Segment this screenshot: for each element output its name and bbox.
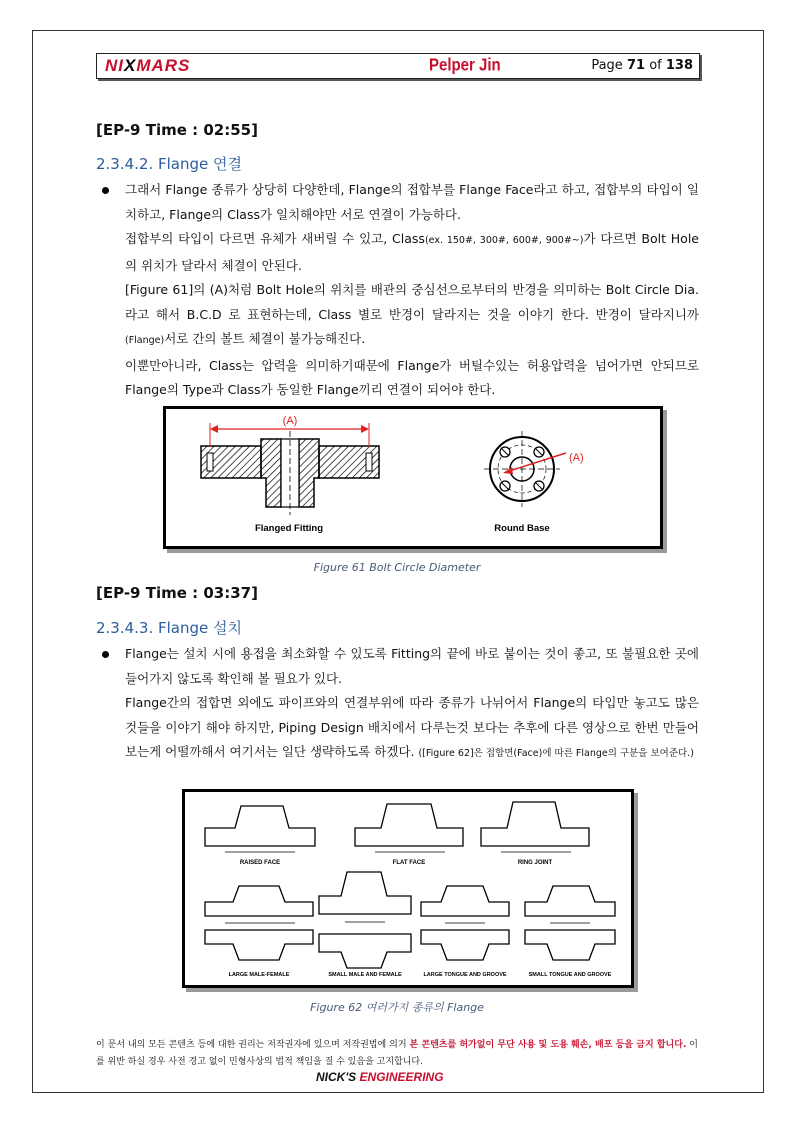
label-small-male-female: SMALL MALE AND FEMALE xyxy=(328,972,402,978)
episode-time-heading: [EP-9 Time : 03:37] xyxy=(96,584,258,602)
paragraph: 이뿐만아니라, Class는 압력을 의미하기때문에 Flange가 버틸수있는 허용압력을 넘어가면 안되므로 Flange의 Type과 Class가 동일한 Flange끼리 연결이 되어야 한다. xyxy=(125,357,699,397)
page-number: Page 71 of 138 xyxy=(591,58,693,73)
paragraph: 그래서 Flange 종류가 상당히 다양한데, Flange의 접합부를 Flange Face라고 하고, 접합부의 타입이 일치하고, Flange의 Class가 일치해야만 서로 연결이 가능하다. xyxy=(125,182,699,222)
nixmars-logo: NIXMARS xyxy=(105,56,191,75)
author-name: Pelper Jin xyxy=(429,55,501,76)
figure-62-flange-types xyxy=(182,789,634,988)
label-small-tongue-groove: SMALL TONGUE AND GROOVE xyxy=(528,972,612,978)
paragraph: Flange는 설치 시에 용접을 최소화할 수 있도록 Fitting의 끝에 바로 붙이는 것이 좋고, 또 불필요한 곳에 들어가지 않도록 확인해 볼 필요가 있다. xyxy=(125,646,699,686)
figure-61-bolt-circle xyxy=(163,406,663,549)
label-large-male-female: LARGE MALE-FEMALE xyxy=(228,972,290,978)
section-title: 2.3.4.2. Flange 연결 xyxy=(96,155,243,173)
episode-time-heading: [EP-9 Time : 02:55] xyxy=(96,121,258,139)
figure-caption: Figure 62 여러가지 종류의 Flange xyxy=(310,1001,484,1014)
figure-caption: Figure 61 Bolt Circle Diameter xyxy=(313,561,481,574)
section-body xyxy=(125,178,699,403)
paragraph: Flange간의 접합면 외에도 파이프와의 연결부위에 따라 종류가 나뉘어서 Flange의 타입만 놓고도 많은 것들을 이야기 해야 하지만, Piping Design 배치에서 다루는것 보다는 추후에 다른 영상으로 한번 만들어보는게 어떨까해서 여기서는 일단 생략하도록 하겠다. ([Figure 62]은 접합면(Face)에 따른 Flange의 구분을 보여준다.) xyxy=(125,695,699,759)
figure-61-drawing xyxy=(166,409,660,546)
section-title: 2.3.4.3. Flange 설치 xyxy=(96,619,243,637)
paragraph: [Figure 61]의 (A)처럼 Bolt Hole의 위치를 배관의 중심선으로부터의 반경을 의미하는 Bolt Circle Dia.라고 해서 B.C.D 로 표현하는데, Class 별로 반경이 달라지는 것을 이야기 한다. 반경이 달라지니까 (Flange)서로 간의 볼트 체결이 불가능해진다. xyxy=(125,282,699,346)
label-flat-face: FLAT FACE xyxy=(392,860,426,866)
bullet-icon xyxy=(102,651,109,658)
label-round-base: Round Base xyxy=(494,523,550,534)
label-a-left: (A) xyxy=(282,415,298,427)
label-raised-face: RAISED FACE xyxy=(239,860,281,866)
label-a-right: (A) xyxy=(569,452,584,464)
page-header xyxy=(96,53,700,79)
bullet-icon xyxy=(102,187,109,194)
paragraph: 접합부의 타입이 다르면 유체가 새버릴 수 있고, Class(ex. 150#, 300#, 600#, 900#~)가 다르면 Bolt Hole의 위치가 달라서 체결이 안된다. xyxy=(125,231,699,273)
label-large-tongue-groove: LARGE TONGUE AND GROOVE xyxy=(423,972,507,978)
copyright-notice: 이 문서 내의 모든 콘텐츠 등에 대한 권리는 저작권자에 있으며 저작권법에 의거 본 콘텐츠를 허가없이 무단 사용 및 도용 훼손, 배포 등을 금지 합니다. 이를 위반 하실 경우 사전 경고 없이 민형사상의 법적 책임을 질 수 있음을 고지합니다. xyxy=(96,1040,698,1067)
section-body xyxy=(125,642,699,767)
footer-brand: NICK'S ENGINEERING xyxy=(316,1070,444,1084)
label-ring-joint: RING JOINT xyxy=(517,860,553,866)
figure-62-drawing xyxy=(185,792,631,985)
footer-divider xyxy=(32,1092,763,1093)
label-flanged-fitting: Flanged Fitting xyxy=(254,523,324,534)
